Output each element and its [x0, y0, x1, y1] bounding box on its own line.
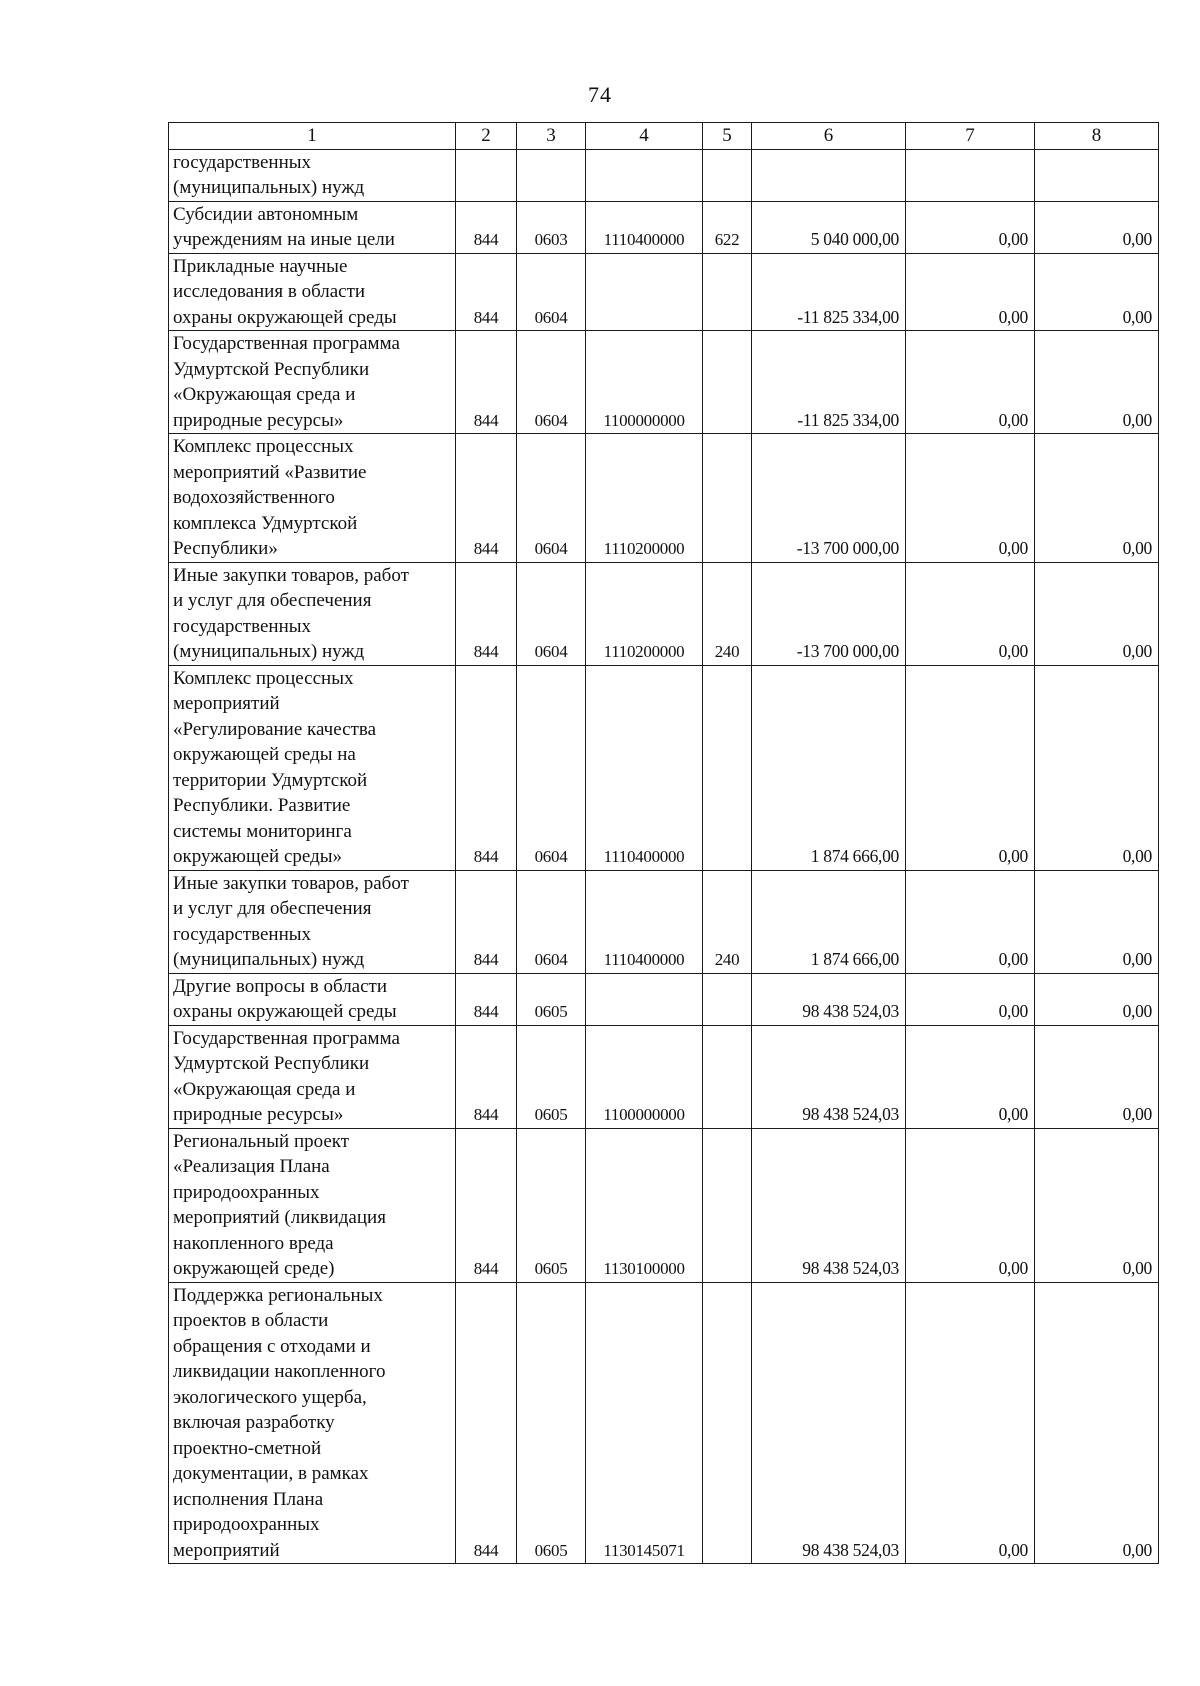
row-department-code: 844 [456, 562, 517, 665]
row-section-code: 0604 [517, 253, 586, 331]
row-amount-col6: -11 825 334,00 [752, 253, 906, 331]
row-amount-col8: 0,00 [1035, 253, 1159, 331]
row-target-article [586, 973, 703, 1025]
row-amount-col7: 0,00 [906, 201, 1035, 253]
row-name: государственных (муниципальных) нужд [169, 149, 456, 201]
row-amount-col7: 0,00 [906, 253, 1035, 331]
row-name: Поддержка региональных проектов в области обращения с отходами и ликвидации накопленного экологического ущерба, включая разработку проектно-сметной документации, в рамках исполнения Плана природоохранных мероприятий [169, 1282, 456, 1564]
budget-table [168, 122, 1159, 1564]
row-expense-type [703, 1025, 752, 1128]
row-amount-col8: 0,00 [1035, 665, 1159, 870]
column-header-5: 5 [703, 123, 752, 150]
row-department-code: 844 [456, 434, 517, 563]
row-amount-col8: 0,00 [1035, 870, 1159, 973]
row-name: Прикладные научные исследования в области охраны окружающей среды [169, 253, 456, 331]
column-header-4: 4 [586, 123, 703, 150]
row-expense-type [703, 149, 752, 201]
row-target-article: 1110400000 [586, 201, 703, 253]
table-row [169, 1282, 1159, 1564]
row-amount-col6: -13 700 000,00 [752, 562, 906, 665]
row-target-article: 1110400000 [586, 665, 703, 870]
row-section-code: 0605 [517, 1128, 586, 1282]
row-name: Государственная программа Удмуртской Республики «Окружающая среда и природные ресурсы» [169, 331, 456, 434]
row-name: Региональный проект «Реализация Плана природоохранных мероприятий (ликвидация накопленного вреда окружающей среде) [169, 1128, 456, 1282]
table-body [169, 149, 1159, 1564]
row-amount-col8: 0,00 [1035, 434, 1159, 563]
row-target-article: 1130145071 [586, 1282, 703, 1564]
row-name: Субсидии автономным учреждениям на иные цели [169, 201, 456, 253]
row-expense-type [703, 253, 752, 331]
row-target-article [586, 253, 703, 331]
row-section-code: 0604 [517, 331, 586, 434]
row-amount-col7 [906, 149, 1035, 201]
row-amount-col7: 0,00 [906, 434, 1035, 563]
table-row [169, 201, 1159, 253]
row-target-article: 1130100000 [586, 1128, 703, 1282]
column-header-2: 2 [456, 123, 517, 150]
table-row [169, 562, 1159, 665]
table-header [169, 123, 1159, 150]
row-amount-col6: -13 700 000,00 [752, 434, 906, 563]
header-row [169, 123, 1159, 150]
row-amount-col8: 0,00 [1035, 1128, 1159, 1282]
row-amount-col6: 1 874 666,00 [752, 665, 906, 870]
row-amount-col6: -11 825 334,00 [752, 331, 906, 434]
row-amount-col8: 0,00 [1035, 1025, 1159, 1128]
row-expense-type [703, 434, 752, 563]
row-amount-col6: 98 438 524,03 [752, 1025, 906, 1128]
row-amount-col8: 0,00 [1035, 1282, 1159, 1564]
row-amount-col7: 0,00 [906, 562, 1035, 665]
row-section-code: 0604 [517, 870, 586, 973]
row-section-code [517, 149, 586, 201]
row-department-code: 844 [456, 870, 517, 973]
row-name: Другие вопросы в области охраны окружающей среды [169, 973, 456, 1025]
page-number: 74 [588, 82, 612, 107]
table-row [169, 973, 1159, 1025]
row-department-code: 844 [456, 253, 517, 331]
row-amount-col8: 0,00 [1035, 201, 1159, 253]
row-amount-col8 [1035, 149, 1159, 201]
row-department-code: 844 [456, 1282, 517, 1564]
row-section-code: 0603 [517, 201, 586, 253]
row-target-article: 1100000000 [586, 331, 703, 434]
table-row [169, 331, 1159, 434]
table-row [169, 870, 1159, 973]
row-name: Иные закупки товаров, работ и услуг для обеспечения государственных (муниципальных) нужд [169, 562, 456, 665]
row-amount-col8: 0,00 [1035, 331, 1159, 434]
row-department-code: 844 [456, 1128, 517, 1282]
row-amount-col6: 5 040 000,00 [752, 201, 906, 253]
row-section-code: 0605 [517, 973, 586, 1025]
row-amount-col7: 0,00 [906, 973, 1035, 1025]
table-row [169, 253, 1159, 331]
row-expense-type [703, 331, 752, 434]
table-row [169, 665, 1159, 870]
row-amount-col8: 0,00 [1035, 562, 1159, 665]
table-row [169, 1025, 1159, 1128]
row-expense-type [703, 665, 752, 870]
table-row [169, 149, 1159, 201]
row-department-code: 844 [456, 1025, 517, 1128]
row-expense-type: 240 [703, 562, 752, 665]
row-target-article: 1100000000 [586, 1025, 703, 1128]
row-expense-type: 622 [703, 201, 752, 253]
row-expense-type: 240 [703, 870, 752, 973]
row-target-article: 1110400000 [586, 870, 703, 973]
row-amount-col6: 98 438 524,03 [752, 1282, 906, 1564]
row-amount-col7: 0,00 [906, 1282, 1035, 1564]
row-target-article [586, 149, 703, 201]
row-amount-col8: 0,00 [1035, 973, 1159, 1025]
row-expense-type [703, 1128, 752, 1282]
row-target-article: 1110200000 [586, 562, 703, 665]
row-department-code: 844 [456, 331, 517, 434]
row-department-code [456, 149, 517, 201]
row-target-article: 1110200000 [586, 434, 703, 563]
column-header-6: 6 [752, 123, 906, 150]
row-amount-col7: 0,00 [906, 665, 1035, 870]
row-amount-col7: 0,00 [906, 870, 1035, 973]
table-row [169, 1128, 1159, 1282]
row-name: Комплекс процессных мероприятий «Развитие водохозяйственного комплекса Удмуртской Республики» [169, 434, 456, 563]
row-section-code: 0604 [517, 665, 586, 870]
row-section-code: 0604 [517, 434, 586, 563]
row-department-code: 844 [456, 665, 517, 870]
column-header-8: 8 [1035, 123, 1159, 150]
row-section-code: 0605 [517, 1282, 586, 1564]
table-row [169, 434, 1159, 563]
row-amount-col6: 98 438 524,03 [752, 973, 906, 1025]
row-amount-col7: 0,00 [906, 1025, 1035, 1128]
column-header-3: 3 [517, 123, 586, 150]
row-amount-col7: 0,00 [906, 331, 1035, 434]
row-expense-type [703, 973, 752, 1025]
row-amount-col6 [752, 149, 906, 201]
row-amount-col6: 1 874 666,00 [752, 870, 906, 973]
column-header-1: 1 [169, 123, 456, 150]
row-expense-type [703, 1282, 752, 1564]
row-amount-col7: 0,00 [906, 1128, 1035, 1282]
row-section-code: 0604 [517, 562, 586, 665]
row-name: Иные закупки товаров, работ и услуг для обеспечения государственных (муниципальных) нужд [169, 870, 456, 973]
row-department-code: 844 [456, 201, 517, 253]
budget-table-container [168, 122, 1158, 1564]
row-amount-col6: 98 438 524,03 [752, 1128, 906, 1282]
row-department-code: 844 [456, 973, 517, 1025]
row-section-code: 0605 [517, 1025, 586, 1128]
row-name: Государственная программа Удмуртской Республики «Окружающая среда и природные ресурсы» [169, 1025, 456, 1128]
row-name: Комплекс процессных мероприятий «Регулирование качества окружающей среды на территории Удмуртской Республики. Развитие системы мониторинга окружающей среды» [169, 665, 456, 870]
column-header-7: 7 [906, 123, 1035, 150]
